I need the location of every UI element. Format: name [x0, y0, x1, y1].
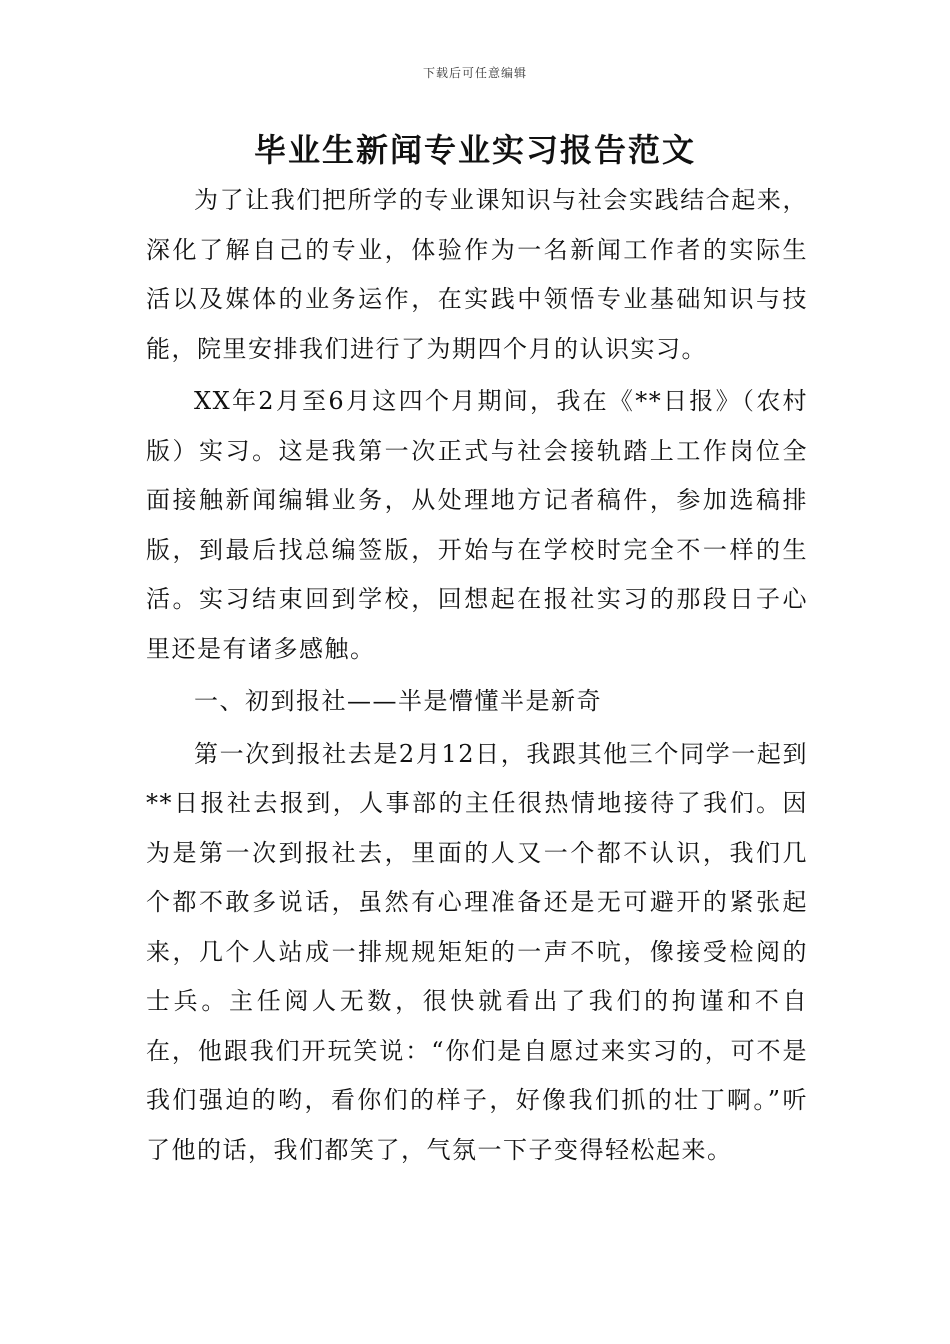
- document-title: 毕业生新闻专业实习报告范文: [253, 131, 696, 169]
- section-heading-arrival: 一、初到报社——半是懵懂半是新奇: [194, 687, 602, 715]
- paragraph-intro: 为了让我们把所学的专业课知识与社会实践结合起来，深化了解自己的专业，体验作为一名新闻工作者的实际生活以及媒体的业务运作，在实践中领悟专业基础知识与技能，院里安排我们进行了为期四个月的认识实习。: [146, 186, 808, 363]
- paragraph-internship-period: XX年2月至6月这四个月期间，我在《**日报》（农村版）实习。这是我第一次正式与社会接轨踏上工作岗位全面接触新闻编辑业务，从处理地方记者稿件，参加选稿排版，到最后找总编签版，开始与在学校时完全不一样的生活。实习结束回到学校，回想起在报社实习的那段日子心里还是有诸多感触。: [146, 387, 808, 663]
- document-body: [146, 176, 808, 1175]
- paragraph-first-day: 第一次到报社去是2月12日，我跟其他三个同学一起到**日报社去报到，人事部的主任很热情地接待了我们。因为是第一次到报社去，里面的人又一个都不认识，我们几个都不敢多说话，虽然有心理准备还是无可避开的紧张起来，几个人站成一排规规矩矩的一声不吭，像接受检阅的士兵。主任阅人无数，很快就看出了我们的拘谨和不自在，他跟我们开玩笑说：“你们是自愿过来实习的，可不是我们强迫的哟，看你们的样子，好像我们抓的壮丁啊。”听了他的话，我们都笑了，气氛一下子变得轻松起来。: [146, 739, 808, 1164]
- header-note: 下载后可任意编辑: [422, 66, 527, 80]
